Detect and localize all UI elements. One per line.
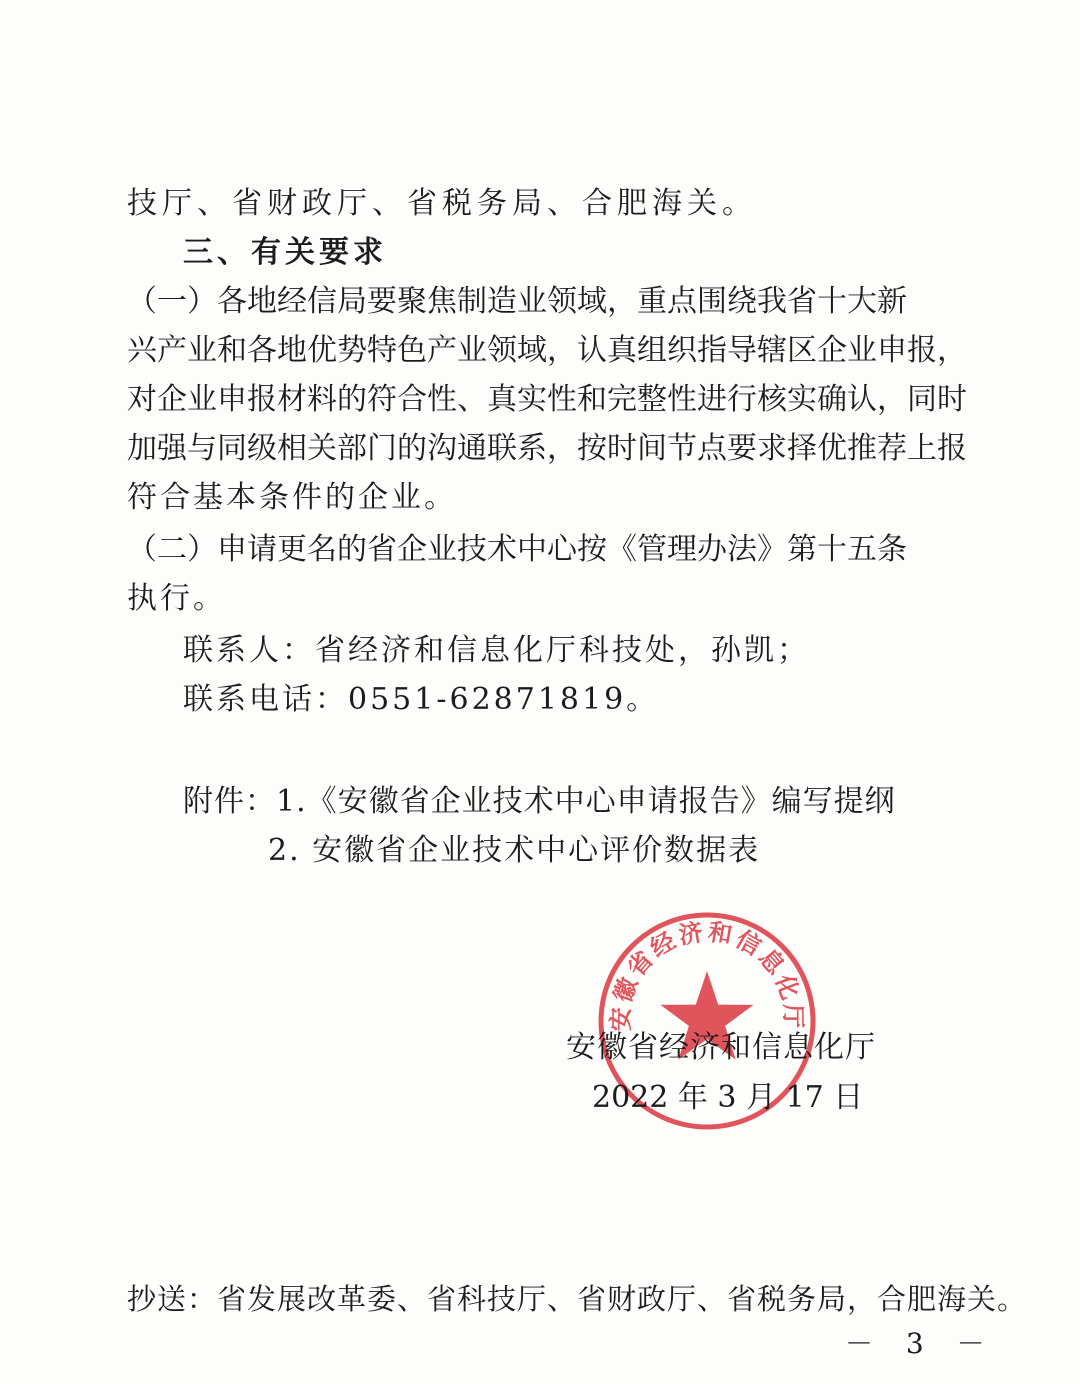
body-text-line: 技厅、省财政厅、省税务局、合肥海关。 <box>127 186 757 221</box>
svg-text:安徽省经济和信息化厅: 安徽省经济和信息化厅 <box>606 917 808 1032</box>
attachment-item-2: 2. 安徽省企业技术中心评价数据表 <box>268 833 761 868</box>
paragraph-2-line: （二）申请更名的省企业技术中心按《管理办法》第十五条 <box>127 532 907 567</box>
paragraph-2-line: 执行。 <box>127 581 226 616</box>
contact-person: 联系人：省经济和信息化厅科技处，孙凯； <box>183 633 810 668</box>
paragraph-1-line: 对企业申报材料的符合性、真实性和完整性进行核实确认，同时 <box>127 382 967 417</box>
paragraph-1-line: 符合基本条件的企业。 <box>127 480 457 515</box>
signature-organization: 安徽省经济和信息化厅 <box>566 1030 876 1065</box>
paragraph-1-line: 加强与同级相关部门的沟通联系，按时间节点要求择优推荐上报 <box>127 431 967 466</box>
paragraph-1-line: 兴产业和各地优势特色产业领域，认真组织指导辖区企业申报， <box>127 333 967 368</box>
page-number: － 3 － <box>845 1327 997 1360</box>
signature-date: 2022 年 3 月 17 日 <box>592 1080 864 1115</box>
contact-phone: 联系电话：0551-62871819。 <box>183 682 660 717</box>
section-heading: 三、有关要求 <box>183 235 387 270</box>
paragraph-1-line: （一）各地经信局要聚焦制造业领域，重点围绕我省十大新 <box>127 284 907 319</box>
attachment-item-1: 附件：1.《安徽省企业技术中心申请报告》编写提纲 <box>183 784 896 819</box>
cc-line: 抄送：省发展改革委、省科技厅、省财政厅、省税务局，合肥海关。 <box>127 1282 1028 1316</box>
